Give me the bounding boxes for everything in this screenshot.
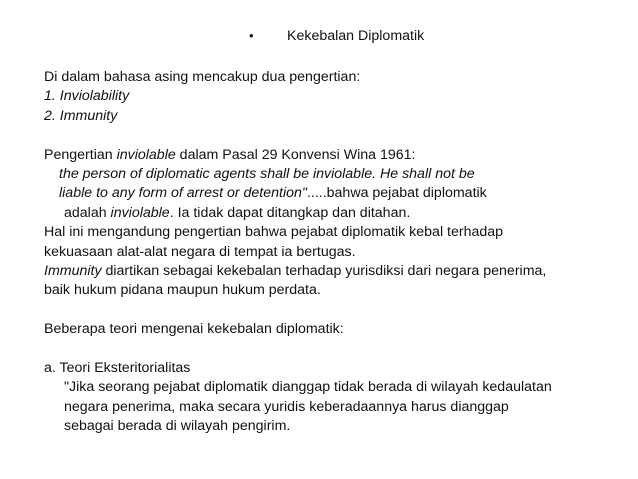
bullet-icon: •: [249, 28, 254, 43]
list-item-immunity: [44, 107, 629, 126]
text-run: liable to any form of arrest or detention": [59, 185, 307, 202]
quote-line: sebagai berada di wilayah pengirim.: [64, 418, 291, 435]
text-run: .....bahwa pejabat diplomatik: [306, 185, 487, 202]
list-item-inviolability: [44, 87, 629, 106]
text-run: Pengertian: [44, 146, 117, 163]
section-heading: a. Teori Eksteritorialitas: [44, 359, 191, 376]
title-text: Kekebalan Diplomatik: [287, 28, 425, 44]
spacer: [44, 126, 629, 145]
text-run: . Ia tidak dapat ditangkap dan ditahan.: [169, 204, 411, 221]
intro-line: Di dalam bahasa asing mencakup dua pengertian:: [44, 69, 361, 85]
paragraph-line: kekuasaan alat-alat negara di tempat ia bertugas.: [44, 243, 356, 260]
text-run: dalam Pasal 29 Konvensi Wina 1961:: [175, 146, 416, 163]
quote-line: [44, 184, 629, 203]
paragraph-line: baik hukum pidana maupun hukum perdata.: [44, 282, 321, 299]
text-run: inviolable: [116, 146, 176, 163]
quote-line: [44, 165, 629, 184]
text-run: Immunity: [44, 262, 102, 279]
list-item-text: 2. Immunity: [44, 107, 118, 124]
paragraph-line: Beberapa teori mengenai kekebalan diplomatik:: [44, 321, 344, 338]
paragraph-line: Hal ini mengandung pengertian bahwa pejabat diplomatik kebal terhadap: [44, 224, 504, 241]
spacer: [44, 301, 629, 320]
text-run: adalah: [64, 204, 111, 221]
quote-line: negara penerima, maka secara yuridis keberadaannya harus dianggap: [64, 398, 509, 415]
slide-body: [44, 68, 629, 436]
list-item-text: 1. Inviolability: [44, 88, 130, 105]
paragraph-line: [44, 262, 629, 281]
text-run: diartikan sebagai kekebalan terhadap yurisdiksi dari negara penerima,: [101, 262, 547, 279]
text-run: inviolable: [110, 204, 170, 221]
slide-title: [249, 26, 424, 46]
spacer: [44, 339, 629, 358]
paragraph-line: [44, 146, 629, 165]
text-run: the person of diplomatic agents shall be inviolable. He shall not be: [59, 165, 475, 182]
quote-line: "Jika seorang pejabat diplomatik dianggap tidak berada di wilayah kedaulatan: [64, 379, 552, 396]
paragraph-line: [44, 204, 629, 223]
